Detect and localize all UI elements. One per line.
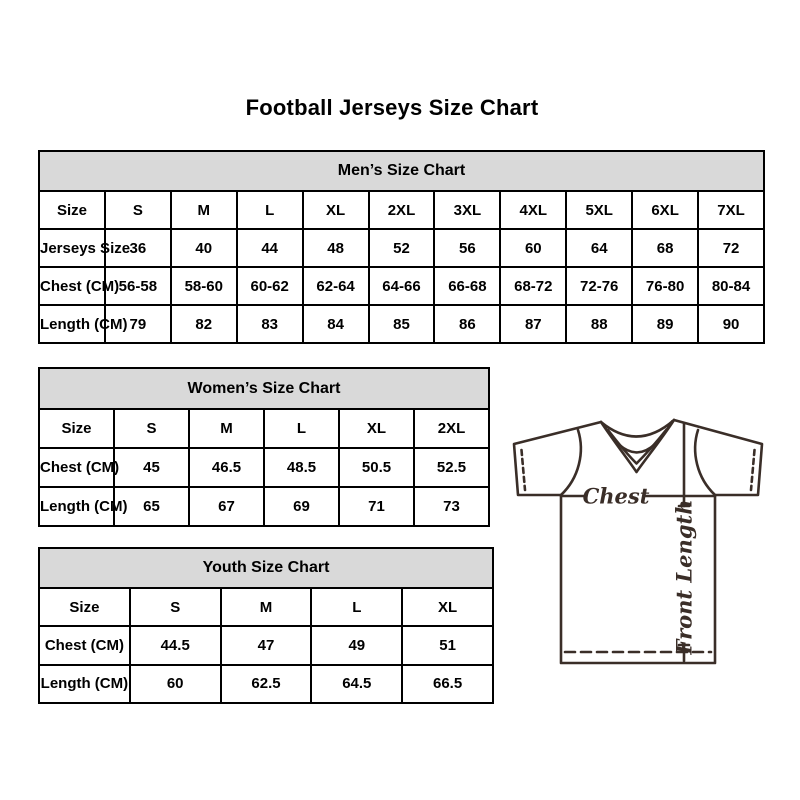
youth-cell: 49: [311, 626, 402, 664]
mens-cell: 58-60: [171, 267, 237, 305]
youth-cell: 66.5: [402, 665, 493, 703]
mens-cell: 44: [237, 229, 303, 267]
mens-cell: 90: [698, 305, 764, 343]
mens-cell: 52: [369, 229, 435, 267]
mens-cell: 86: [434, 305, 500, 343]
womens-cell: 46.5: [189, 448, 264, 487]
youth-table: [38, 547, 494, 704]
mens-table-row: [39, 191, 764, 229]
youth-cell: 51: [402, 626, 493, 664]
womens-table-row: [39, 448, 489, 487]
mens-cell: 60-62: [237, 267, 303, 305]
youth-cell: 44.5: [130, 626, 221, 664]
mens-cell: 36: [105, 229, 171, 267]
youth-cell: L: [311, 588, 402, 626]
mens-cell: XL: [303, 191, 369, 229]
mens-row-label: Length (CM): [39, 305, 105, 343]
womens-size-table: [38, 367, 490, 527]
mens-cell: 79: [105, 305, 171, 343]
mens-cell: 56: [434, 229, 500, 267]
womens-cell: 50.5: [339, 448, 414, 487]
mens-cell: 89: [632, 305, 698, 343]
mens-cell: 40: [171, 229, 237, 267]
mens-cell: 87: [500, 305, 566, 343]
womens-cell: M: [189, 409, 264, 448]
mens-cell: 56-58: [105, 267, 171, 305]
womens-cell: S: [114, 409, 189, 448]
womens-table-row: [39, 409, 489, 448]
mens-row-label: Size: [39, 191, 105, 229]
mens-cell: 80-84: [698, 267, 764, 305]
mens-cell: 4XL: [500, 191, 566, 229]
youth-row-label: Length (CM): [39, 665, 130, 703]
mens-cell: 68-72: [500, 267, 566, 305]
mens-cell: 6XL: [632, 191, 698, 229]
mens-cell: 83: [237, 305, 303, 343]
left-armhole-seam: [561, 430, 581, 495]
youth-table-row: [39, 626, 493, 664]
womens-cell: 2XL: [414, 409, 489, 448]
youth-table-row: [39, 665, 493, 703]
mens-cell: 72: [698, 229, 764, 267]
youth-cell: 60: [130, 665, 221, 703]
mens-cell: L: [237, 191, 303, 229]
mens-table: [38, 150, 765, 344]
jersey-outline: [514, 420, 762, 663]
mens-cell: 66-68: [434, 267, 500, 305]
mens-cell: 64: [566, 229, 632, 267]
womens-row-label: Size: [39, 409, 114, 448]
mens-cell: 76-80: [632, 267, 698, 305]
page-title: Football Jerseys Size Chart: [245, 95, 539, 120]
mens-cell: 3XL: [434, 191, 500, 229]
youth-size-table: [38, 547, 494, 704]
mens-table-row: [39, 305, 764, 343]
womens-cell: 73: [414, 487, 489, 526]
mens-cell: 88: [566, 305, 632, 343]
youth-table-title: Youth Size Chart: [39, 548, 493, 588]
mens-cell: 85: [369, 305, 435, 343]
mens-cell: 2XL: [369, 191, 435, 229]
youth-table-row: [39, 588, 493, 626]
front-length-label: Front Length: [671, 499, 697, 655]
womens-table-row: [39, 487, 489, 526]
right-armhole-seam: [695, 430, 715, 495]
youth-cell: 62.5: [221, 665, 312, 703]
mens-cell: 68: [632, 229, 698, 267]
mens-row-label: Chest (CM): [39, 267, 105, 305]
mens-table-row: [39, 229, 764, 267]
youth-cell: M: [221, 588, 312, 626]
mens-cell: 64-66: [369, 267, 435, 305]
mens-cell: 60: [500, 229, 566, 267]
left-cuff-dashed-line: [522, 450, 526, 490]
mens-cell: 7XL: [698, 191, 764, 229]
youth-row-label: Chest (CM): [39, 626, 130, 664]
mens-cell: 5XL: [566, 191, 632, 229]
womens-row-label: Chest (CM): [39, 448, 114, 487]
right-cuff-dashed-line: [751, 450, 755, 490]
mens-cell: 48: [303, 229, 369, 267]
youth-cell: S: [130, 588, 221, 626]
womens-cell: 48.5: [264, 448, 339, 487]
womens-cell: 45: [114, 448, 189, 487]
womens-cell: 71: [339, 487, 414, 526]
womens-cell: XL: [339, 409, 414, 448]
mens-cell: 84: [303, 305, 369, 343]
womens-row-label: Length (CM): [39, 487, 114, 526]
mens-cell: M: [171, 191, 237, 229]
youth-row-label: Size: [39, 588, 130, 626]
mens-size-table: [38, 150, 765, 344]
mens-row-label: Jerseys Size: [39, 229, 105, 267]
chest-label: Chest: [582, 483, 650, 509]
youth-cell: XL: [402, 588, 493, 626]
mens-cell: 62-64: [303, 267, 369, 305]
mens-table-title: Men’s Size Chart: [39, 151, 764, 191]
womens-table: [38, 367, 490, 527]
womens-cell: 69: [264, 487, 339, 526]
womens-table-title: Women’s Size Chart: [39, 368, 489, 409]
mens-table-row: [39, 267, 764, 305]
womens-cell: 52.5: [414, 448, 489, 487]
mens-cell: 72-76: [566, 267, 632, 305]
jersey-diagram-image: [498, 406, 777, 675]
youth-cell: 47: [221, 626, 312, 664]
mens-cell: S: [105, 191, 171, 229]
womens-cell: 67: [189, 487, 264, 526]
womens-cell: 65: [114, 487, 189, 526]
mens-cell: 82: [171, 305, 237, 343]
youth-cell: 64.5: [311, 665, 402, 703]
womens-cell: L: [264, 409, 339, 448]
